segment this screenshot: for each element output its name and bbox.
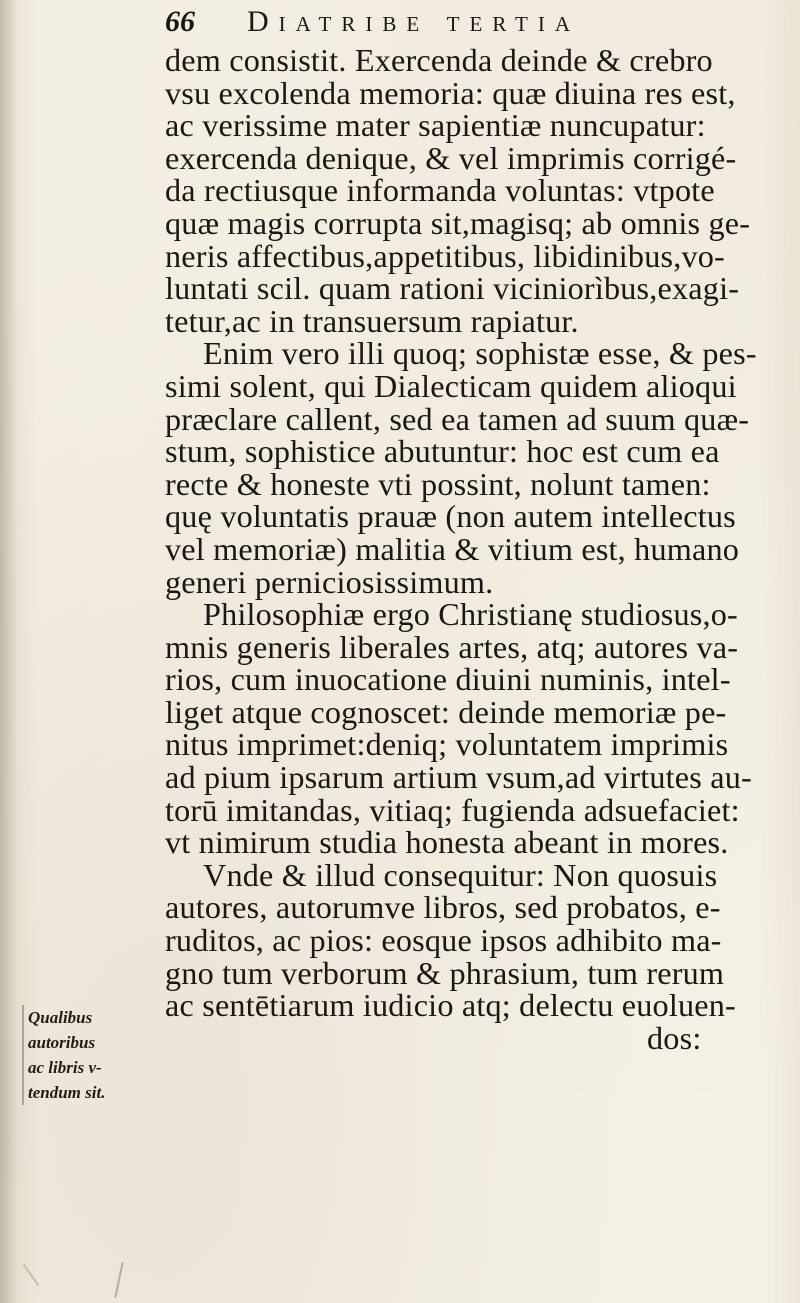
text-line: Vnde & illud consequitur: Non quosuis (203, 856, 718, 893)
running-head: Diatribe tertia (247, 5, 581, 38)
text-line: ac sentētiarum iudicio atq; delectu euoluen- (165, 987, 736, 1024)
text-line: dem consistit. Exercenda deinde & crebro (165, 42, 713, 78)
marginal-note (22, 1005, 150, 1105)
text-line: luntati scil. quam rationi viciniorìbus,exagi- (165, 270, 740, 307)
page-header (165, 0, 785, 44)
text-line: stum, sophistice abutuntur: hoc est cum ea (165, 433, 720, 470)
page-gutter-shadow (0, 0, 18, 1303)
marginal-note-line: tendum sit. (28, 1083, 106, 1102)
marginal-note-line: Qualibus (28, 1008, 93, 1027)
text-line: dos: (647, 1019, 702, 1056)
text-line: da rectiusque informanda voluntas: vtpote (165, 172, 715, 209)
text-line: torū imitandas, vitiaq; fugienda adsuefaciet: (165, 791, 740, 828)
text-line: ac verissime mater sapientiæ nuncupatur: (165, 107, 706, 144)
text-line: vsu excolenda memoria: quæ diuina res est, (165, 74, 736, 111)
text-line: vel memoriæ) malitia & vitium est, humano (165, 530, 740, 567)
text-line: simi solent, qui Dialecticam quidem alioqui (165, 367, 737, 404)
marginal-note-line: autoribus (28, 1033, 96, 1052)
page-number: 66 (165, 5, 195, 38)
marginal-note-line: ac libris v- (28, 1058, 102, 1077)
text-line: præclare callent, sed ea tamen ad suum quæ- (165, 400, 750, 437)
text-line: liget atque cognoscet: deinde memoriæ pe- (165, 693, 727, 730)
text-line: exercenda denique, & vel imprimis corrigé- (165, 139, 737, 176)
text-line: Enim vero illi quoq; sophistæ esse, & pes- (203, 335, 757, 372)
text-line: autores, autorumve libros, sed probatos, e- (165, 889, 721, 926)
text-line: tetur,ac in transuersum rapiatur. (165, 302, 579, 339)
text-line: Philosophiæ ergo Christianę studiosus,o- (203, 596, 738, 633)
text-line: ruditos, ac pios: eosque ipsos adhibito ma- (165, 922, 722, 959)
ink-mark (114, 1262, 123, 1298)
text-line: quę voluntatis prauæ (non autem intellectus (165, 498, 736, 535)
text-line: recte & honeste vti possint, nolunt tamen: (165, 465, 711, 502)
main-text-block (165, 44, 795, 1054)
text-line: gno tum verborum & phrasium, tum rerum (165, 954, 725, 991)
text-line: rios, cum inuocatione diuini numinis, intel- (165, 661, 731, 698)
text-line: nitus imprimet:deniq; voluntatem imprimis (165, 726, 729, 763)
ink-mark (23, 1264, 40, 1286)
text-line: generi perniciosissimum. (165, 563, 494, 600)
text-line: vt nimirum studia honesta abeant in mores. (165, 824, 729, 861)
text-line: quæ magis corrupta sit,magisq; ab omnis ge- (165, 204, 751, 241)
text-line: ad pium ipsarum artium vsum,ad virtutes au- (165, 759, 752, 796)
text-line: mnis generis liberales artes, atq; autores va- (165, 628, 739, 665)
text-line: neris affectibus,appetitibus, libidinibus,vo- (165, 237, 725, 274)
